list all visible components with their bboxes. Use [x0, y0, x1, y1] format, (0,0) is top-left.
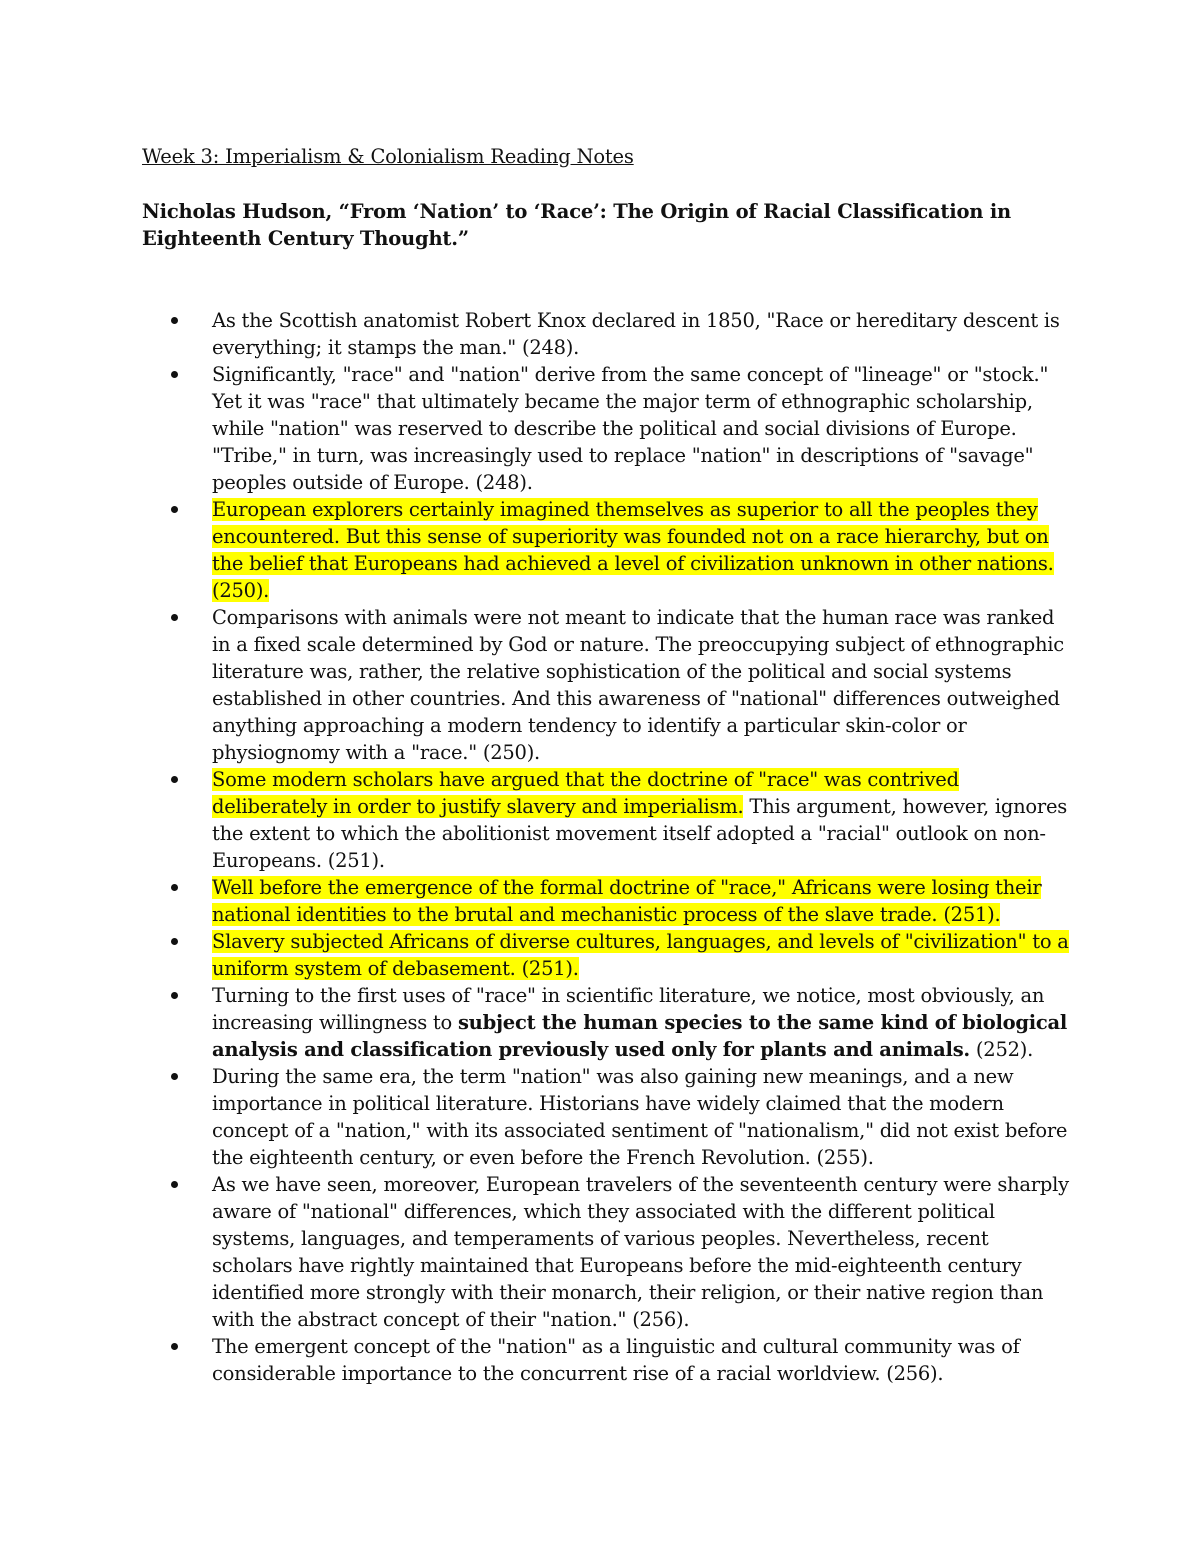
bullet-icon: [171, 614, 178, 621]
list-item: [142, 496, 1072, 604]
bold-text: subject the human species to the same kind of biological analysis and classification previously used only for plants and animals.: [212, 1011, 1068, 1061]
bullet-icon: [171, 1181, 178, 1188]
list-item: [142, 928, 1072, 982]
list-item: [142, 1333, 1072, 1387]
bullet-icon: [171, 992, 178, 999]
note-text: The emergent concept of the "nation" as a linguistic and cultural community was of considerable importance to the concurrent rise of a racial worldview. (256).: [212, 1335, 1020, 1385]
note-text: As we have seen, moreover, European travelers of the seventeenth century were sharply aware of "national" differences, which they associated with the different political systems, languages, and temperaments of various peoples. Nevertheless, recent scholars have rightly maintained that Europeans before the mid-eighteenth century identified more strongly with their monarch, their religion, or their native region than with the abstract concept of their "nation." (256).: [212, 1173, 1069, 1331]
highlighted-text: Well before the emergence of the formal doctrine of "race," Africans were losing their national identities to the brutal and mechanistic process of the slave trade. (251).: [212, 876, 1042, 926]
list-item: [142, 361, 1072, 496]
note-text: As the Scottish anatomist Robert Knox declared in 1850, "Race or hereditary descent is everything; it stamps the man." (248).: [212, 309, 1060, 359]
list-item: [142, 1063, 1072, 1171]
list-item: [142, 982, 1072, 1063]
highlighted-text: European explorers certainly imagined themselves as superior to all the peoples they encountered. But this sense of superiority was founded not on a race hierarchy, but on the belief that Europeans had achieved a level of civilization unknown in other nations. (250).: [212, 498, 1054, 602]
bullet-icon: [171, 1073, 178, 1080]
bullet-icon: [171, 776, 178, 783]
note-text: During the same era, the term "nation" was also gaining new meanings, and a new importance in political literature. Historians have widely claimed that the modern concept of a "nation," with its associated sentiment of "nationalism," did not exist before the eighteenth century, or even before the French Revolution. (255).: [212, 1065, 1068, 1169]
notes-list: [142, 307, 1072, 1387]
bullet-icon: [171, 1343, 178, 1350]
highlighted-text: Some modern scholars have argued that the doctrine of "race" was contrived deliberately in order to justify slavery and imperialism.: [212, 768, 959, 818]
bullet-icon: [171, 506, 178, 513]
bullet-icon: [171, 371, 178, 378]
list-item: [142, 307, 1072, 361]
bullet-icon: [171, 938, 178, 945]
bullet-icon: [171, 884, 178, 891]
note-text: This argument, however, ignores the extent to which the abolitionist movement itself adopted a "racial" outlook on non-Europeans. (251).: [212, 795, 1068, 872]
note-text: Significantly, "race" and "nation" derive from the same concept of "lineage" or "stock." Yet it was "race" that ultimately became the major term of ethnographic scholarship, while "nation" was reserved to describe the political and social divisions of Europe. "Tribe," in turn, was increasingly used to replace "nation" in descriptions of "savage" peoples outside of Europe. (248).: [212, 363, 1049, 494]
list-item: [142, 874, 1072, 928]
list-item: [142, 604, 1072, 766]
document-title: Week 3: Imperialism & Colonialism Reading Notes: [142, 145, 634, 168]
bullet-icon: [171, 317, 178, 324]
list-item: [142, 766, 1072, 874]
note-text: Comparisons with animals were not meant to indicate that the human race was ranked in a fixed scale determined by God or nature. The preoccupying subject of ethnographic literature was, rather, the relative sophistication of the political and social systems established in other countries. And this awareness of "national" differences outweighed anything approaching a modern tendency to identify a particular skin-color or physiognomy with a "race." (250).: [212, 606, 1064, 764]
note-text: Turning to the first uses of "race" in scientific literature, we notice, most obviously, an increasing willingness to: [212, 984, 1045, 1034]
source-heading: Nicholas Hudson, “From ‘Nation’ to ‘Race’: The Origin of Racial Classification in Eighteenth Century Thought.”: [142, 200, 1012, 250]
list-item: [142, 1171, 1072, 1333]
highlighted-text: Slavery subjected Africans of diverse cultures, languages, and levels of "civilization" to a uniform system of debasement. (251).: [212, 930, 1069, 980]
note-citation: (252).: [969, 1038, 1034, 1061]
